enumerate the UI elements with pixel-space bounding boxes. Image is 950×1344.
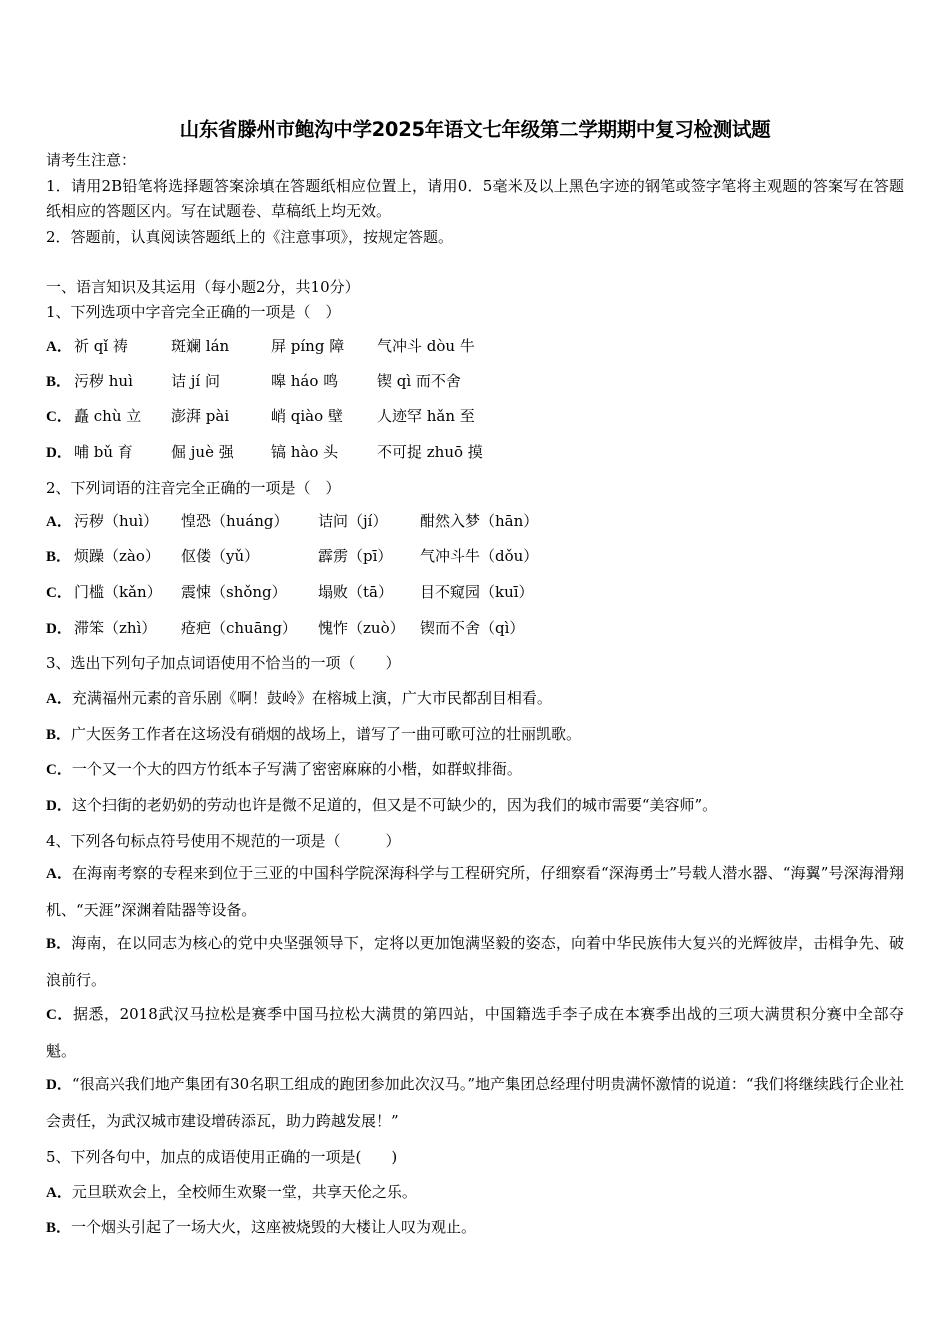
q1-option-d-item: 镐 hào 头 <box>271 443 339 461</box>
question-4-stem: 4、下列各句标点符号使用不规范的一项是（ ） <box>46 832 401 850</box>
q2-option-d-item: 滞笨（zhì） <box>74 619 157 637</box>
question-3-option-b: B．广大医务工作者在这场没有硝烟的战场上，谱写了一曲可歌可泣的壮丽凯歌。 <box>46 725 582 743</box>
question-5-option-b: B．一个烟头引起了一场大火，这座被烧毁的大楼让人叹为观止。 <box>46 1218 477 1236</box>
q2-option-d-label: D． <box>46 617 72 638</box>
q1-option-c-item: 矗 chù 立 <box>74 407 142 425</box>
question-4-option-c: C．据悉，2018武汉马拉松是赛季中国马拉松大满贯的第四站，中国籍选手李子成在本赛季出战的三项大满贯积分赛中全部夺魁。 <box>46 1005 904 1060</box>
q1-option-c-item: 峭 qiào 壁 <box>271 407 343 425</box>
q2-option-b-label: B． <box>46 545 71 566</box>
question-1-stem: 1、下列选项中字音完全正确的一项是（ ） <box>46 303 341 321</box>
q2-option-a-item: 污秽（huì） <box>74 512 159 530</box>
q1-option-c-item: 澎湃 pài <box>171 407 230 425</box>
q2-option-a-item: 诘问（jí） <box>318 512 388 530</box>
section-heading: 一、语言知识及其运用（每小题2分，共10分） <box>46 278 360 296</box>
question-3-option-d: D．这个扫街的老奶奶的劳动也许是微不足道的，但又是不可缺少的，因为我们的城市需要“美容师”。 <box>46 796 718 814</box>
q2-option-c-item: 门槛（kǎn） <box>74 583 162 601</box>
notes-heading: 请考生注意： <box>46 151 137 169</box>
q2-option-c-label: C． <box>46 581 72 602</box>
q1-option-c-label: C． <box>46 405 72 426</box>
q1-option-b-item: 诘 jí 问 <box>171 372 220 390</box>
q1-option-b-item: 污秽 huì <box>74 372 133 390</box>
q1-option-d-item: 倔 juè 强 <box>171 443 234 461</box>
q2-option-d-item: 愧怍（zuò） <box>318 619 405 637</box>
q2-option-b-item: 烦躁（zào） <box>74 547 160 565</box>
q2-option-a-item: 酣然入梦（hān） <box>420 512 539 530</box>
question-5-option-a: A．元旦联欢会上，全校师生欢聚一堂，共享天伦之乐。 <box>46 1183 417 1201</box>
q1-option-a-item: 斑斓 lán <box>171 337 230 355</box>
question-3-stem: 3、选出下列句子加点词语使用不恰当的一项（ ） <box>46 654 401 672</box>
document-title: 山东省滕州市鲍沟中学2025年语文七年级第二学期期中复习检测试题 <box>179 118 771 141</box>
question-4-option-d: D．“很高兴我们地产集团有30名职工组成的跑团参加此次汉马。”地产集团总经理付明贵满怀激情的说道：“我们将继续践行企业社会责任，为武汉城市建设增砖添瓦，助力跨越发展！” <box>46 1075 904 1130</box>
q1-option-d-item: 不可捉 zhuō 摸 <box>377 443 483 461</box>
q1-option-a-item: 屏 píng 障 <box>271 337 345 355</box>
q1-option-b-label: B． <box>46 370 71 391</box>
question-5-stem: 5、下列各句中，加点的成语使用正确的一项是( ) <box>46 1148 398 1166</box>
q2-option-d-item: 锲而不舍（qì） <box>420 619 525 637</box>
q2-option-a-item: 惶恐（huáng） <box>181 512 289 530</box>
q1-option-a-label: A． <box>46 335 72 356</box>
question-4-option-a: A．在海南考察的专程来到位于三亚的中国科学院深海科学与工程研究所，仔细察看“深海勇士”号载人潜水器、“海翼”号深海滑翔机、“天涯”深渊着陆器等设备。 <box>46 864 904 919</box>
q2-option-c-item: 目不窥园（kuī） <box>420 583 534 601</box>
q1-option-c-item: 人迹罕 hǎn 至 <box>377 407 475 425</box>
question-3-option-a: A．充满福州元素的音乐剧《啊！鼓岭》在榕城上演，广大市民都刮目相看。 <box>46 689 552 707</box>
q1-option-b-item: 锲 qì 而不舍 <box>377 372 461 390</box>
q2-option-c-item: 塌败（tā） <box>318 583 393 601</box>
q1-option-a-item: 祈 qǐ 祷 <box>74 337 128 355</box>
exam-notes <box>46 148 904 250</box>
q2-option-b-item: 霹雳（pī） <box>318 547 393 565</box>
q1-option-d-label: D． <box>46 441 72 462</box>
q2-option-b-item: 伛偻（yǔ） <box>181 547 260 565</box>
question-4-option-b: B．海南，在以同志为核心的党中央坚强领导下，定将以更加饱满坚毅的姿态，向着中华民族伟大复兴的光辉彼岸，击楫争先、破浪前行。 <box>46 934 904 989</box>
q1-option-a-item: 气冲斗 dòu 牛 <box>377 337 475 355</box>
note-item: 2．答题前，认真阅读答题纸上的《注意事项》，按规定答题。 <box>46 227 454 246</box>
note-item: 1．请用2B铅笔将选择题答案涂填在答题纸相应位置上，请用0．5毫米及以上黑色字迹的钢笔或签字笔将主观题的答案写在答题纸相应的答题区内。写在试题卷、草稿纸上均无效。 <box>46 176 904 220</box>
q1-option-d-item: 哺 bǔ 育 <box>74 443 133 461</box>
question-3-option-c: C．一个又一个大的四方竹纸本子写满了密密麻麻的小楷，如群蚁排衙。 <box>46 760 522 778</box>
q1-option-b-item: 嗥 háo 鸣 <box>271 372 339 390</box>
q2-option-d-item: 疮疤（chuāng） <box>181 619 297 637</box>
question-2-stem: 2、下列词语的注音完全正确的一项是（ ） <box>46 479 341 497</box>
q2-option-b-item: 气冲斗牛（dǒu） <box>420 547 539 565</box>
q2-option-c-item: 震悚（shǒng） <box>181 583 287 601</box>
q2-option-a-label: A． <box>46 510 72 531</box>
